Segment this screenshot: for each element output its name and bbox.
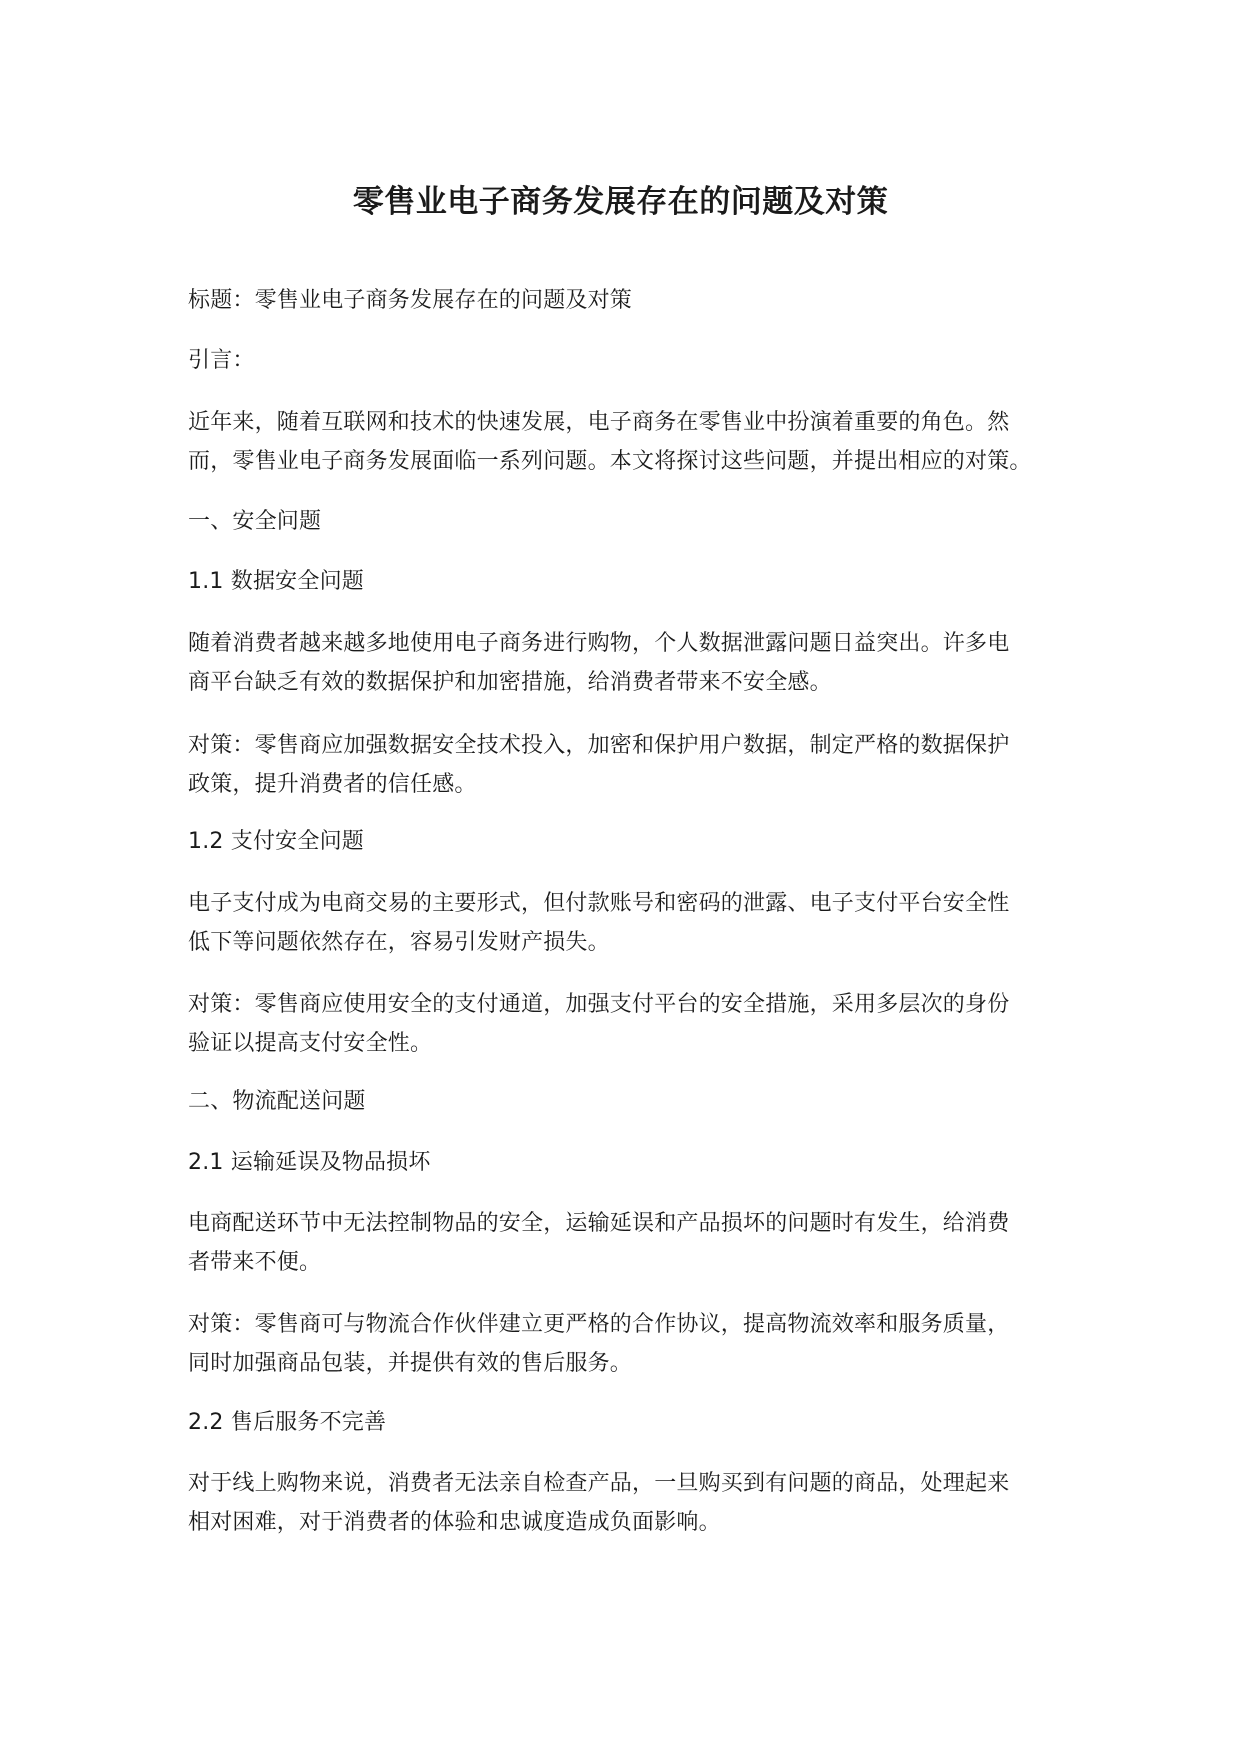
countermeasure-2-1-line-1: 对策：零售商可与物流合作伙伴建立更严格的合作协议，提高物流效率和服务质量， [188, 1312, 1010, 1337]
section-1-heading: 一、安全问题 [188, 509, 322, 534]
paragraph-1-2-line-1: 电子支付成为电商交易的主要形式，但付款账号和密码的泄露、电子支付平台安全性 [188, 891, 1010, 916]
subsection-1-2-heading: 1.2 支付安全问题 [188, 829, 364, 854]
section-2-heading: 二、物流配送问题 [188, 1089, 366, 1114]
paragraph-1-1-line-1: 随着消费者越来越多地使用电子商务进行购物，个人数据泄露问题日益突出。许多电 [188, 631, 1010, 656]
subsection-1-1-heading: 1.1 数据安全问题 [188, 569, 364, 594]
countermeasure-1-1-line-2: 政策，提升消费者的信任感。 [188, 772, 477, 797]
paragraph-1-2-line-2: 低下等问题依然存在，容易引发财产损失。 [188, 930, 610, 955]
countermeasure-1-2-line-1: 对策：零售商应使用安全的支付通道，加强支付平台的安全措施，采用多层次的身份 [188, 992, 1010, 1017]
countermeasure-1-1-line-1: 对策：零售商应加强数据安全技术投入，加密和保护用户数据，制定严格的数据保护 [188, 733, 1010, 758]
countermeasure-1-2-line-2: 验证以提高支付安全性。 [188, 1031, 433, 1056]
subsection-2-2-heading: 2.2 售后服务不完善 [188, 1410, 387, 1435]
intro-heading: 引言： [188, 348, 255, 373]
paragraph-2-1-line-1: 电商配送环节中无法控制物品的安全，运输延误和产品损坏的问题时有发生，给消费 [188, 1211, 1010, 1236]
intro-paragraph-line-1: 近年来，随着互联网和技术的快速发展，电子商务在零售业中扮演着重要的角色。然 [188, 410, 1010, 435]
intro-paragraph-line-2: 而，零售业电子商务发展面临一系列问题。本文将探讨这些问题，并提出相应的对策。 [188, 449, 1032, 474]
paragraph-2-1-line-2: 者带来不便。 [188, 1250, 322, 1275]
paragraph-1-1-line-2: 商平台缺乏有效的数据保护和加密措施，给消费者带来不安全感。 [188, 670, 832, 695]
countermeasure-2-1-line-2: 同时加强商品包装，并提供有效的售后服务。 [188, 1351, 633, 1376]
document-title: 零售业电子商务发展存在的问题及对策 [352, 184, 889, 220]
subsection-2-1-heading: 2.1 运输延误及物品损坏 [188, 1150, 431, 1175]
paragraph-2-2-line-2: 相对困难，对于消费者的体验和忠诚度造成负面影响。 [188, 1510, 721, 1535]
title-line: 标题：零售业电子商务发展存在的问题及对策 [188, 288, 633, 313]
paragraph-2-2-line-1: 对于线上购物来说，消费者无法亲自检查产品，一旦购买到有问题的商品，处理起来 [188, 1471, 1010, 1496]
